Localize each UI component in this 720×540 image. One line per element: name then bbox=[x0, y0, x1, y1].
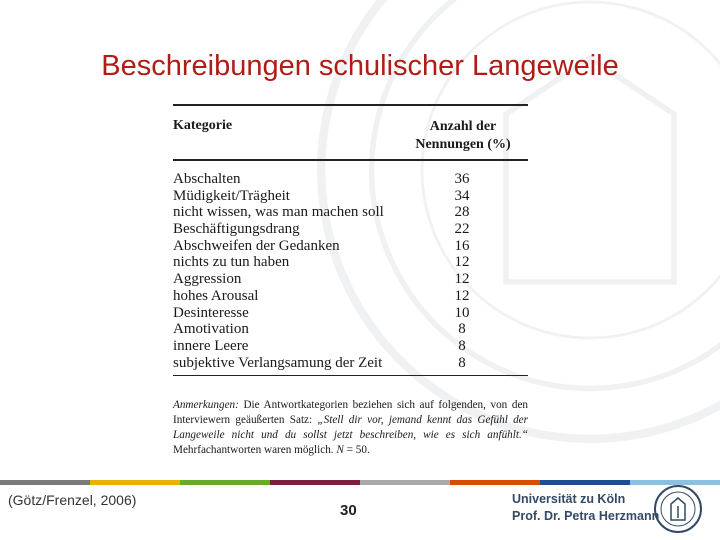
footer-color-bar bbox=[0, 480, 720, 485]
note-n-label: N bbox=[336, 444, 344, 457]
row-category: Desinteresse bbox=[173, 304, 249, 321]
row-value: 8 bbox=[458, 354, 466, 371]
row-value: 8 bbox=[458, 321, 466, 338]
note-n-value: = 50. bbox=[343, 444, 370, 457]
table-row bbox=[173, 271, 528, 288]
row-category: Aggression bbox=[173, 271, 242, 288]
row-value: 12 bbox=[454, 287, 470, 304]
university-logo-icon bbox=[653, 484, 703, 534]
source-citation: (Götz/Frenzel, 2006) bbox=[8, 492, 137, 508]
header-category: Kategorie bbox=[173, 118, 233, 133]
row-category: hohes Arousal bbox=[173, 287, 259, 304]
table-note bbox=[173, 376, 528, 458]
table-row bbox=[173, 171, 528, 188]
row-category: nichts zu tun haben bbox=[173, 254, 290, 271]
row-category: Beschäftigungsdrang bbox=[173, 221, 300, 238]
row-value: 12 bbox=[454, 254, 470, 271]
table-row bbox=[173, 188, 528, 205]
row-category: innere Leere bbox=[173, 337, 249, 354]
note-text1: Die Antwortkategorien beziehen sich auf folgenden, von den Interviewern geäußerten Satz: bbox=[173, 399, 529, 427]
university-credit bbox=[512, 491, 659, 525]
note-label: Anmerkungen: bbox=[173, 399, 239, 412]
professor-name: Prof. Dr. Petra Herzmann bbox=[512, 509, 660, 523]
row-value: 16 bbox=[454, 237, 470, 254]
table-row bbox=[173, 321, 528, 338]
row-value: 36 bbox=[454, 171, 470, 187]
row-value: 22 bbox=[454, 221, 470, 238]
row-category: nicht wissen, was man machen soll bbox=[173, 204, 384, 221]
row-category: Müdigkeit/Trägheit bbox=[173, 187, 290, 204]
row-value: 28 bbox=[454, 204, 470, 221]
table-body bbox=[173, 161, 528, 375]
row-category: Abschweifen der Gedanken bbox=[173, 237, 340, 254]
table-row bbox=[173, 238, 528, 255]
note-quote: „Stell dir vor, jemand kennt das Gefühl der Langeweile nicht und du sollst jetzt beschreiben, wie es sich anfühlt.“ bbox=[173, 414, 528, 442]
row-category: subjektive Verlangsamung der Zeit bbox=[173, 354, 383, 371]
row-category: Abschalten bbox=[173, 171, 241, 187]
table-row bbox=[173, 355, 528, 372]
table-row bbox=[173, 338, 528, 355]
slide-title: Beschreibungen schulischer Langeweile bbox=[101, 50, 619, 82]
table-header bbox=[173, 106, 528, 159]
row-value: 34 bbox=[454, 187, 470, 204]
university-name: Universität zu Köln bbox=[512, 492, 626, 506]
footer-color-segment bbox=[0, 480, 90, 485]
page-number: 30 bbox=[340, 502, 357, 519]
table-row bbox=[173, 305, 528, 322]
footer-color-segment bbox=[90, 480, 180, 485]
row-category: Amotivation bbox=[173, 321, 249, 338]
header-count-line2: Nennungen (%) bbox=[415, 137, 511, 152]
footer-color-segment bbox=[360, 480, 450, 485]
table-row bbox=[173, 288, 528, 305]
row-value: 8 bbox=[458, 337, 466, 354]
row-value: 12 bbox=[454, 271, 470, 288]
footer-color-segment bbox=[270, 480, 360, 485]
table-row bbox=[173, 204, 528, 221]
header-count bbox=[398, 118, 528, 154]
boredom-table bbox=[173, 104, 528, 458]
table-row bbox=[173, 254, 528, 271]
footer-color-segment bbox=[450, 480, 540, 485]
footer-color-segment bbox=[540, 480, 630, 485]
note-text2: Mehrfachantworten waren möglich. bbox=[173, 444, 337, 457]
row-value: 10 bbox=[454, 304, 470, 321]
table-row bbox=[173, 221, 528, 238]
footer-color-segment bbox=[180, 480, 270, 485]
header-count-line1: Anzahl der bbox=[429, 119, 497, 134]
